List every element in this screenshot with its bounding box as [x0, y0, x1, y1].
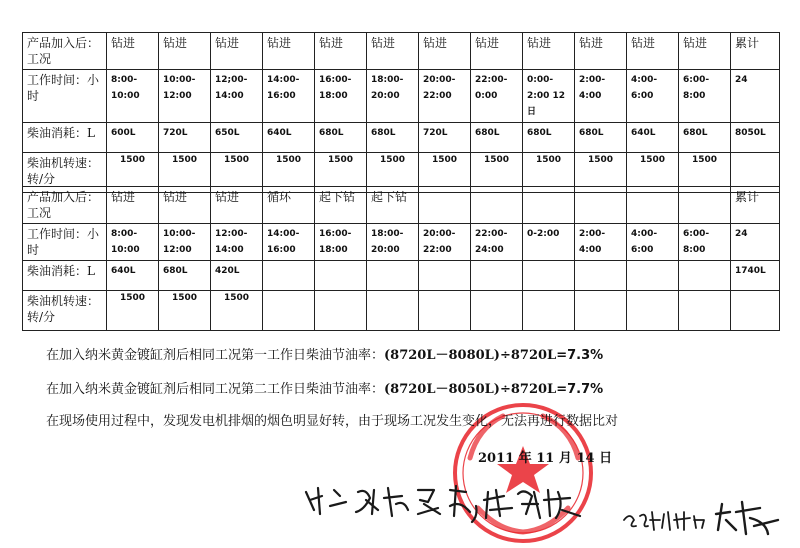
table-cell: 22:00-0:00 [471, 70, 523, 123]
summary-result: =7.3% [556, 348, 604, 363]
table-cell: 钻进 [627, 33, 679, 70]
table-cell [315, 291, 367, 331]
table-cell: 22:00-24:00 [471, 224, 523, 261]
table-cell: 680L [679, 123, 731, 153]
table-cell: 2:00-4:00 [575, 70, 627, 123]
summary-line-observation: 在现场使用过程中，发现发电机排烟的烟色明显好转，由于现场工况发生变化，无法再进行数据比对 [46, 414, 619, 429]
table-cell: 1500 [263, 153, 315, 193]
table-cell: 钻进 [471, 33, 523, 70]
row-label: 产品加入后：工况 [23, 33, 107, 70]
table-cell: 16:00-18:00 [315, 70, 367, 123]
table-cell: 420L [211, 261, 263, 291]
table-cell [679, 187, 731, 224]
table-cell: 钻进 [107, 33, 159, 70]
table-cell: 12:00-14:00 [211, 224, 263, 261]
table-cell: 钻进 [523, 33, 575, 70]
table-row-time [23, 224, 780, 261]
fuel-log-table-day1 [22, 32, 780, 193]
table-row-operation [23, 33, 780, 70]
summary-result: =7.7% [556, 382, 604, 397]
table-cell: 650L [211, 123, 263, 153]
table-cell: 16:00-18:00 [315, 224, 367, 261]
row-label: 工作时间：小时 [23, 224, 107, 261]
table-cell: 18:00-20:00 [367, 70, 419, 123]
table-cell: 起下钻 [315, 187, 367, 224]
table-cell: 钻进 [211, 33, 263, 70]
table-cell [627, 187, 679, 224]
total-cell [731, 291, 780, 331]
summary-text: 在加入纳米黄金镀缸剂后相同工况第一工作日柴油节油率： [46, 348, 385, 363]
table-cell: 20:00-22:00 [419, 70, 471, 123]
table-cell: 钻进 [159, 33, 211, 70]
table-cell: 10:00-12:00 [159, 224, 211, 261]
table-cell: 2:00-4:00 [575, 224, 627, 261]
table-cell: 680L [159, 261, 211, 291]
table-cell: 720L [159, 123, 211, 153]
table-cell [679, 291, 731, 331]
table-cell [575, 291, 627, 331]
summary-line-day2 [46, 382, 603, 398]
table-cell [471, 291, 523, 331]
table-cell: 0-2:00 [523, 224, 575, 261]
date-year-unit: 年 [518, 451, 532, 466]
table-row-time [23, 70, 780, 123]
table-cell: 钻进 [107, 187, 159, 224]
total-cell: 8050L [731, 123, 780, 153]
table-cell: 8:00-10:00 [107, 70, 159, 123]
date-month: 11 [536, 451, 555, 466]
summary-formula: (8720L－8050L)÷8720L [384, 382, 557, 397]
table-cell: 1500 [419, 153, 471, 193]
table-cell: 钻进 [315, 33, 367, 70]
total-cell: 累计 [731, 33, 780, 70]
table-cell [627, 261, 679, 291]
table-cell: 钻进 [367, 33, 419, 70]
table-row-rpm [23, 291, 780, 331]
table-cell [419, 187, 471, 224]
table-cell: 1500 [679, 153, 731, 193]
row-label: 柴油消耗：L [23, 123, 107, 153]
row-label: 柴油消耗：L [23, 261, 107, 291]
table-cell: 1500 [211, 291, 263, 331]
table-cell: 0:00-2:00 12日 [523, 70, 575, 123]
date-day-unit: 日 [599, 451, 613, 466]
table-cell: 8:00-10:00 [107, 224, 159, 261]
table-cell: 600L [107, 123, 159, 153]
table-cell: 钻进 [419, 33, 471, 70]
table-cell: 680L [471, 123, 523, 153]
table-cell: 680L [575, 123, 627, 153]
table-row-operation [23, 187, 780, 224]
table-cell: 起下钻 [367, 187, 419, 224]
table-cell: 18:00-20:00 [367, 224, 419, 261]
table-cell: 4:00-6:00 [627, 224, 679, 261]
table-cell: 6:00-8:00 [679, 70, 731, 123]
table-cell: 1500 [159, 153, 211, 193]
total-cell: 1740L [731, 261, 780, 291]
table-cell [263, 261, 315, 291]
table-cell [367, 261, 419, 291]
table-cell: 1500 [367, 153, 419, 193]
table-row-fuel [23, 123, 780, 153]
table-cell: 20:00-22:00 [419, 224, 471, 261]
date-year: 2011 [478, 451, 515, 466]
row-label: 产品加入后：工况 [23, 187, 107, 224]
handwritten-signature-attestation [300, 470, 590, 530]
table-cell: 720L [419, 123, 471, 153]
row-label: 柴油机转速：转/分 [23, 291, 107, 331]
document-date [478, 447, 612, 466]
table-cell: 1500 [471, 153, 523, 193]
table-cell: 640L [263, 123, 315, 153]
total-cell: 24 [731, 224, 780, 261]
table-cell: 1500 [315, 153, 367, 193]
table-cell [315, 261, 367, 291]
table-cell: 680L [315, 123, 367, 153]
table-cell: 钻进 [211, 187, 263, 224]
summary-formula: (8720L－8080L)÷8720L [384, 348, 557, 363]
table-cell: 1500 [211, 153, 263, 193]
table-cell: 10:00-12:00 [159, 70, 211, 123]
table-cell [367, 291, 419, 331]
table-cell [523, 187, 575, 224]
date-day: 14 [576, 451, 595, 466]
table-cell: 4:00-6:00 [627, 70, 679, 123]
handwritten-signature-team [618, 490, 788, 540]
table-cell: 14:00-16:00 [263, 224, 315, 261]
table-cell [523, 291, 575, 331]
table-cell: 680L [367, 123, 419, 153]
table-cell: 循环 [263, 187, 315, 224]
table-cell: 1500 [107, 291, 159, 331]
fuel-log-table-day2 [22, 186, 780, 331]
table-cell [575, 261, 627, 291]
row-label: 柴油机转速：转/分 [23, 153, 107, 193]
row-label: 工作时间：小时 [23, 70, 107, 123]
table-cell [263, 291, 315, 331]
total-cell: 24 [731, 70, 780, 123]
table-cell: 640L [627, 123, 679, 153]
table-cell: 14:00-16:00 [263, 70, 315, 123]
total-cell: 累计 [731, 187, 780, 224]
table-cell [523, 261, 575, 291]
table-cell [575, 187, 627, 224]
date-month-unit: 月 [558, 451, 572, 466]
table-cell [679, 261, 731, 291]
table-cell: 1500 [523, 153, 575, 193]
table-cell: 1500 [575, 153, 627, 193]
table-cell: 钻进 [679, 33, 731, 70]
table-cell [419, 261, 471, 291]
table-cell: 钻进 [159, 187, 211, 224]
table-cell: 680L [523, 123, 575, 153]
table-cell: 1500 [107, 153, 159, 193]
table-cell [471, 187, 523, 224]
table-cell: 1500 [159, 291, 211, 331]
table-cell: 钻进 [575, 33, 627, 70]
table-cell: 12;00-14:00 [211, 70, 263, 123]
table-cell [627, 291, 679, 331]
table-cell [419, 291, 471, 331]
table-row-fuel [23, 261, 780, 291]
summary-line-day1 [46, 348, 603, 364]
table-cell: 钻进 [263, 33, 315, 70]
table-cell: 6:00-8:00 [679, 224, 731, 261]
table-cell: 640L [107, 261, 159, 291]
summary-text: 在加入纳米黄金镀缸剂后相同工况第二工作日柴油节油率： [46, 382, 385, 397]
table-cell [471, 261, 523, 291]
table-cell: 1500 [627, 153, 679, 193]
